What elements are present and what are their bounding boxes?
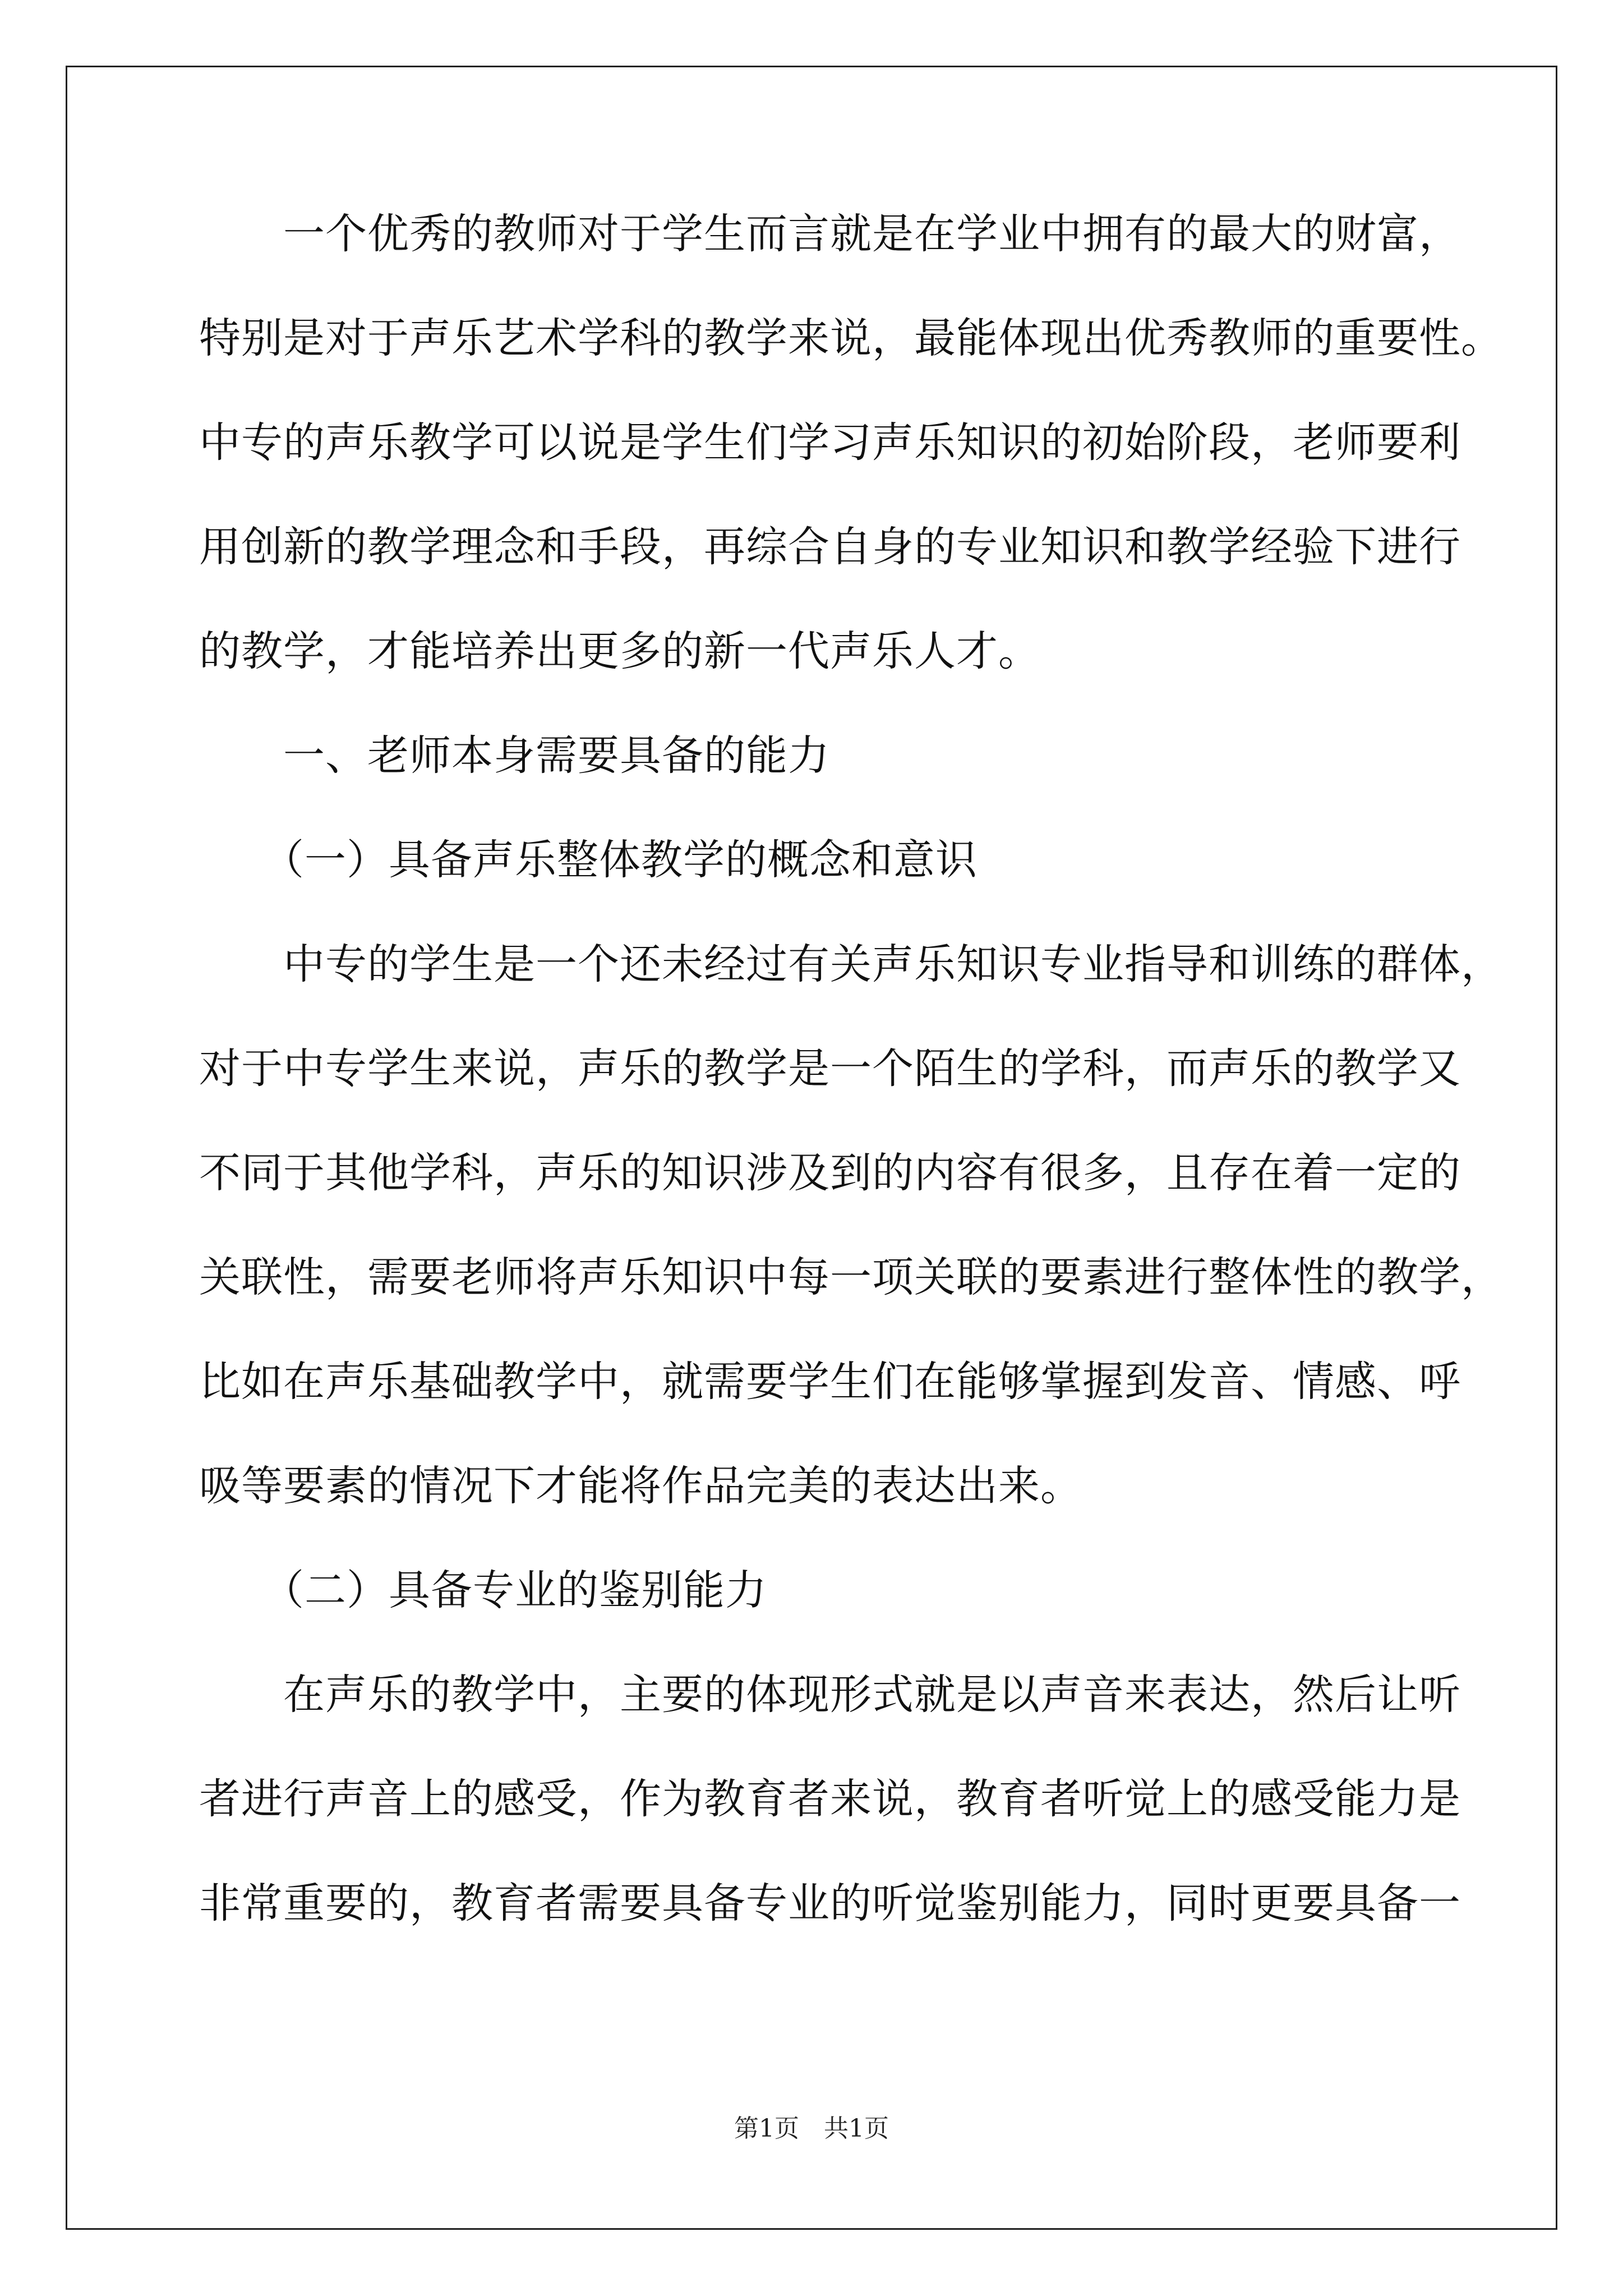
text-line: 特别是对于声乐艺术学科的教学来说，最能体现出优秀教师的重要性。 — [199, 314, 1503, 362]
text-line: 不同于其他学科，声乐的知识涉及到的内容有很多，且存在着一定的 — [199, 1149, 1461, 1197]
text-line: 在声乐的教学中，主要的体现形式就是以声音来表达，然后让听 — [199, 1671, 1461, 1719]
page-number: 第1页 — [734, 2114, 799, 2143]
text-line: 中专的学生是一个还未经过有关声乐知识专业指导和训练的群体， — [199, 940, 1503, 988]
text-line: 的教学，才能培养出更多的新一代声乐人才。 — [199, 627, 1040, 675]
page-total: 共1页 — [824, 2114, 889, 2143]
text-line: 比如在声乐基础教学中，就需要学生们在能够掌握到发音、情感、呼 — [199, 1358, 1461, 1406]
subsection-heading: （一）具备声乐整体教学的概念和意识 — [199, 836, 978, 884]
text-line: 关联性，需要老师将声乐知识中每一项关联的要素进行整体性的教学， — [199, 1253, 1503, 1301]
text-line: 中专的声乐教学可以说是学生们学习声乐知识的初始阶段，老师要利 — [199, 418, 1461, 467]
section-heading: 一、老师本身需要具备的能力 — [199, 731, 830, 780]
page-footer — [0, 2112, 1623, 2146]
subsection-heading: （二）具备专业的鉴别能力 — [199, 1566, 767, 1614]
text-line: 一个优秀的教师对于学生而言就是在学业中拥有的最大的财富， — [199, 210, 1461, 258]
text-line: 对于中专学生来说，声乐的教学是一个陌生的学科，而声乐的教学又 — [199, 1045, 1461, 1093]
text-line: 者进行声音上的感受，作为教育者来说，教育者听觉上的感受能力是 — [199, 1775, 1461, 1823]
text-line: 用创新的教学理念和手段，再综合自身的专业知识和教学经验下进行 — [199, 523, 1461, 571]
text-line: 非常重要的，教育者需要具备专业的听觉鉴别能力，同时更要具备一 — [199, 1879, 1461, 1927]
text-line: 吸等要素的情况下才能将作品完美的表达出来。 — [199, 1462, 1082, 1510]
